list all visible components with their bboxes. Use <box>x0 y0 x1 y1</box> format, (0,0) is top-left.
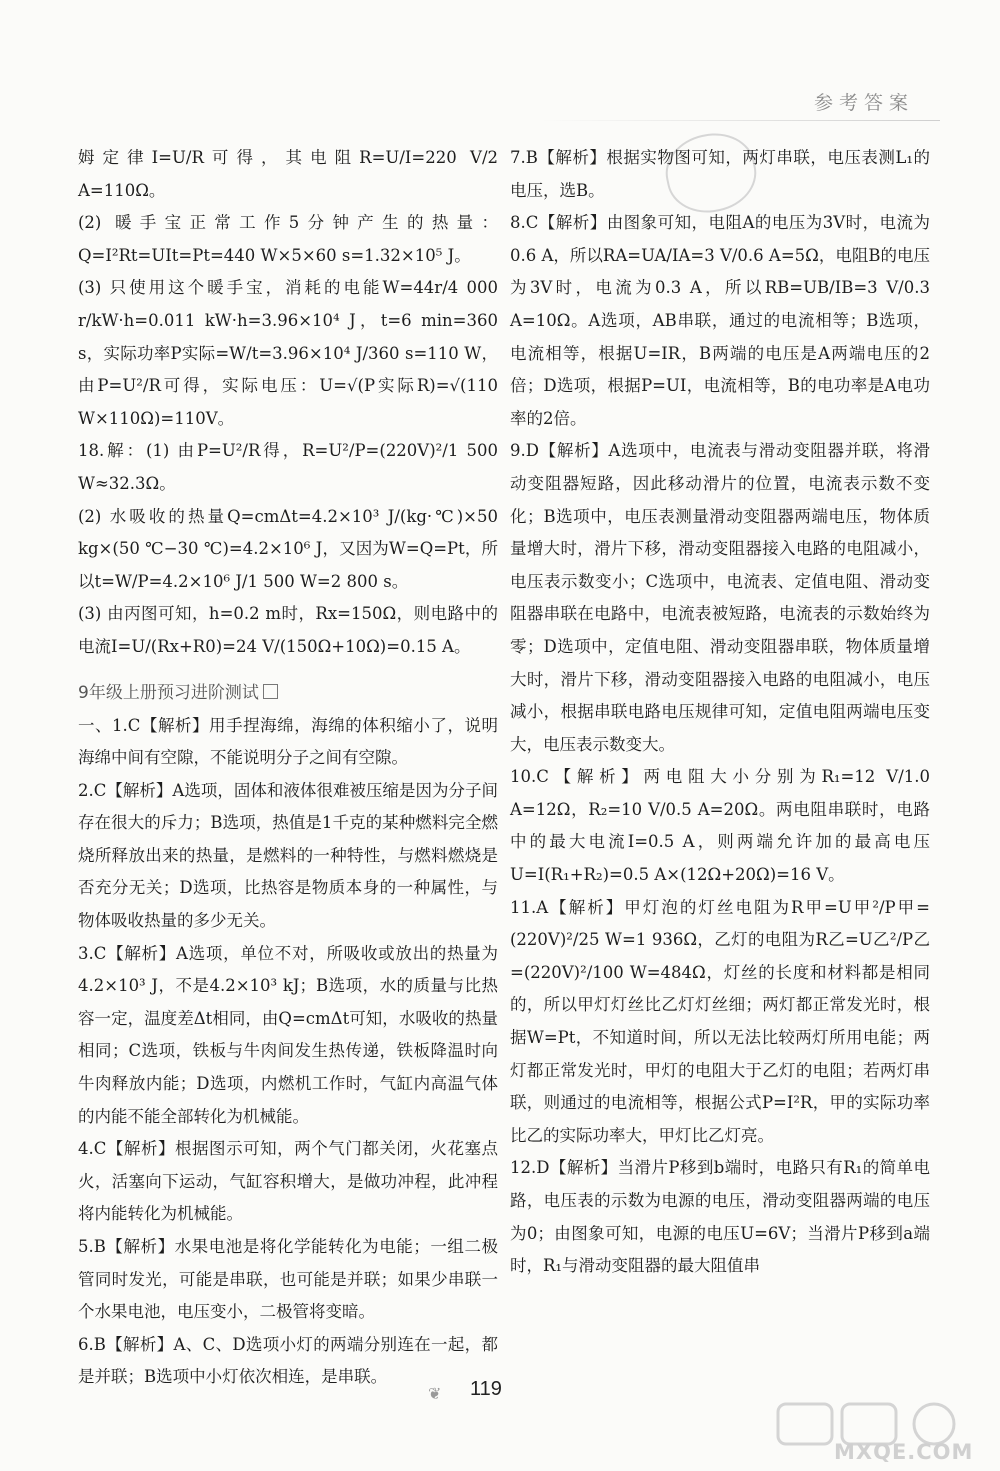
answer-paragraph: 18.解：(1) 由P=U²/R得，R=U²/P=(220V)²/1 500 W≈32.3Ω。 <box>78 441 498 493</box>
section-title <box>78 678 498 708</box>
answer-paragraph: (3) 只使用这个暖手宝，消耗的电能W=44r/4 000 r/kW·h=0.011 kW·h=3.96×10⁴ J，t=6 min=360 s，实际功率P实际=W/t=3.96×10⁴ J/360 s=110 W，由P=U²/R可得，实际电压：U=√(P实际R)=√(110 W×110Ω)=110V。 <box>78 278 498 428</box>
section-title-text: 9年级上册预习进阶测试 <box>78 682 259 703</box>
page-number: 119 <box>470 1378 502 1400</box>
answer-paragraph: 7.B【解析】根据实物图可知，两灯串联，电压表测L₁的电压，选B。 <box>510 148 930 200</box>
ornament-icon: ❦ <box>428 1384 442 1403</box>
answer-paragraph: (3) 由丙图可知，h=0.2 m时，Rx=150Ω，则电路中的电流I=U/(Rx+R0)=24 V/(150Ω+10Ω)=0.15 A。 <box>78 604 498 656</box>
answer-paragraph: 2.C【解析】A选项，固体和液体很难被压缩是因为分子间存在很大的斥力；B选项，热值是1千克的某种燃料完全燃烧所释放出来的热量，是燃料的一种特性，与燃料燃烧是否充分无关；D选项，比热容是物质本身的一种属性，与物体吸收热量的多少无关。 <box>78 780 498 931</box>
answer-paragraph: 3.C【解析】A选项，单位不对，所吸收或放出的热量为4.2×10³ J，不是4.2×10³ kJ；B选项，水的质量与比热容一定，温度差Δt相同，由Q=cmΔt可知，水吸收的热量相同；C选项，铁板与牛肉间发生热传递，铁板降温时向牛肉释放内能；D选项，内燃机工作时，气缸内高温气体的内能不能全部转化为机械能。 <box>78 943 498 1126</box>
answer-paragraph: 6.B【解析】A、C、D选项小灯的两端分别连在一起，都是并联；B选项中小灯依次相连，是串联。 <box>78 1334 498 1387</box>
answer-paragraph: (2) 水吸收的热量Q=cmΔt=4.2×10³ J/(kg·℃)×50 kg×(50 ℃−30 ℃)=4.2×10⁶ J，又因为W=Q=Pt，所以t=W/P=4.2×10⁶ J/1 500 W=2 800 s。 <box>78 506 498 591</box>
watermark-text: MXQE.COM <box>834 1440 974 1464</box>
answer-paragraph: 11.A【解析】甲灯泡的灯丝电阻为R甲=U甲²/P甲=(220V)²/25 W=1 936Ω，乙灯的电阻为R乙=U乙²/P乙=(220V)²/100 W=484Ω，灯丝的长度和材料都是相同的，所以甲灯灯丝比乙灯灯丝细；两灯都正常发光时，根据W=Pt，不知道时间，所以无法比较两灯所用电能；两灯都正常发光时，甲灯的电阻大于乙灯的电阻；若两灯串联，则通过的电流相等，根据公式P=I²R，甲的实际功率比乙的实际功率大，甲灯比乙灯亮。 <box>510 897 930 1145</box>
section-marker-icon <box>263 684 278 699</box>
answer-paragraph: 12.D【解析】当滑片P移到b端时，电路只有R₁的简单电路，电压表的示数为电源的电压，滑动变阻器两端的电压为0；由图象可知，电源的电压U=6V；当滑片P移到a端时，R₁与滑动变阻器的最大阻值串 <box>510 1158 930 1276</box>
header-divider <box>540 120 940 121</box>
answer-paragraph: 姆定律I=U/R可得，其电阻R=U/I=220 V/2 A=110Ω。 <box>78 148 498 200</box>
page-header-title: 参考答案 <box>813 92 914 114</box>
answer-paragraph: 10.C【解析】两电阻大小分别为R₁=12 V/1.0 A=12Ω，R₂=10 V/0.5 A=20Ω。两电阻串联时，电路中的最大电流I=0.5 A，则两端允许加的最高电压U=I(R₁+R₂)=0.5 A×(12Ω+20Ω)=16 V。 <box>510 767 930 885</box>
answer-paragraph: 8.C【解析】由图象可知，电阻A的电压为3V时，电流为0.6 A，所以RA=UA/IA=3 V/0.6 A=5Ω，电阻B的电压为3V时，电流为0.3 A，所以RB=UB/IB=3 V/0.3 A=10Ω。A选项，AB串联，通过的电流相等；B选项，电流相等，根据U=IR，B两端的电压是A两端电压的2倍；D选项，根据P=UI，电流相等，B的电功率是A电功率的2倍。 <box>510 213 930 428</box>
left-column <box>78 142 498 1394</box>
answer-paragraph: (2) 暖手宝正常工作5分钟产生的热量：Q=I²Rt=UIt=Pt=440 W×5×60 s=1.32×10⁵ J。 <box>78 213 498 265</box>
answer-paragraph: 一、1.C【解析】用手捏海绵，海绵的体积缩小了，说明海绵中间有空隙，不能说明分子之间有空隙。 <box>78 715 498 768</box>
answer-paragraph: 4.C【解析】根据图示可知，两个气门都关闭，火花塞点火，活塞向下运动，气缸容积增大，是做功冲程，此冲程将内能转化为机械能。 <box>78 1139 498 1224</box>
answer-paragraph: 5.B【解析】水果电池是将化学能转化为电能；一组二极管同时发光，可能是串联，也可能是并联；如果少串联一个水果电池，电压变小，二极管将变暗。 <box>78 1237 498 1322</box>
right-column <box>510 142 930 1283</box>
answer-paragraph: 9.D【解析】A选项中，电流表与滑动变阻器并联，将滑动变阻器短路，因此移动滑片的位置，电流表示数不变化；B选项中，电压表测量滑动变阻器两端电压，物体质量增大时，滑片下移，滑动变阻器接入电路的电阻减小，电压表示数变小；C选项中，电流表、定值电阻、滑动变阻器串联在电路中，电流表被短路，电流表的示数始终为零；D选项中，定值电阻、滑动变阻器串联，物体质量增大时，滑片下移，滑动变阻器接入电路的电阻减小，电压减小，根据串联电路电压规律可知，定值电阻两端电压变大，电压表示数变大。 <box>510 441 930 754</box>
